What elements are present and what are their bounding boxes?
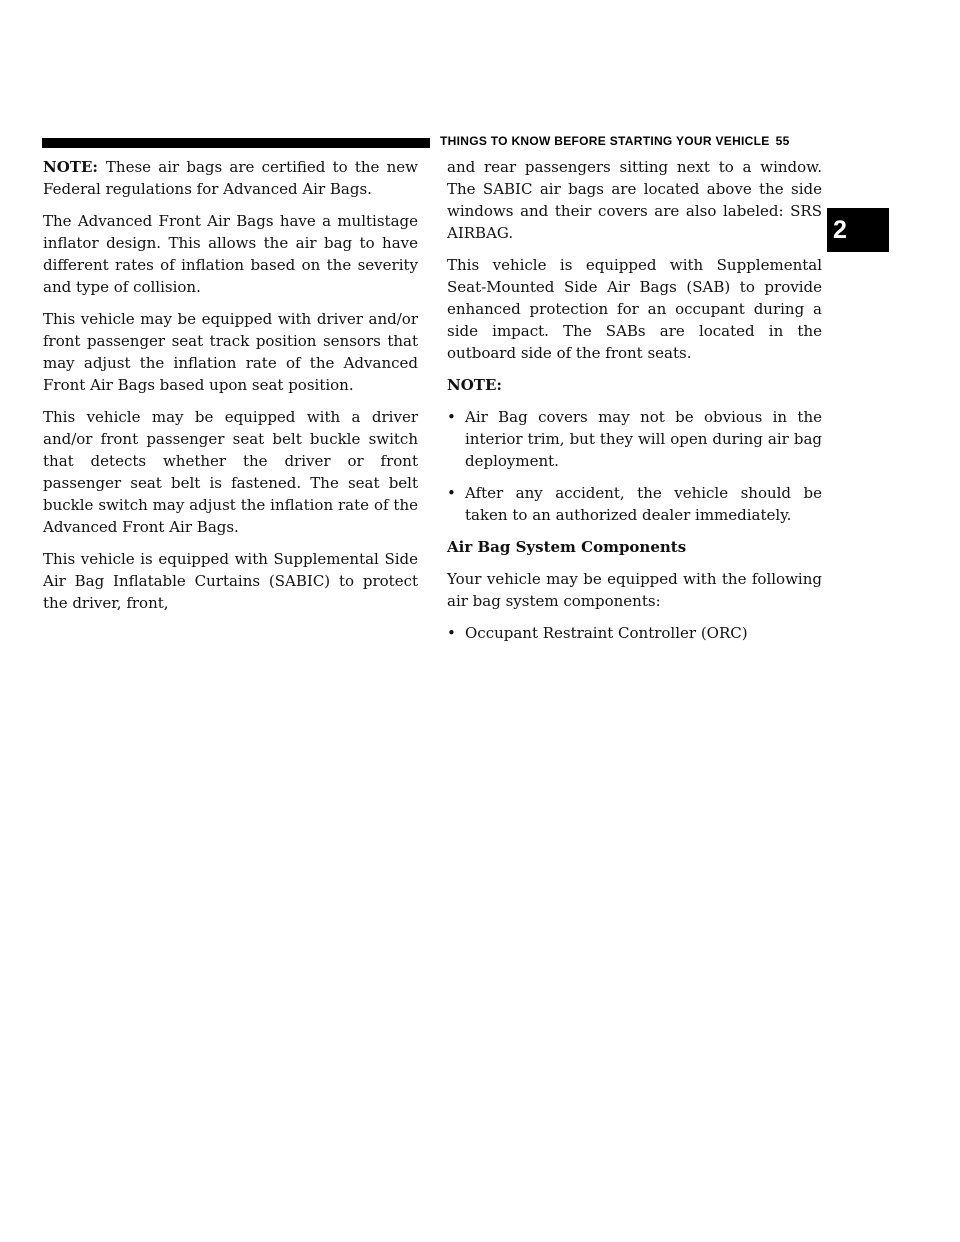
list-item-text: After any accident, the vehicle should be taken to an authorized dealer immediately. xyxy=(465,484,822,524)
body-paragraph: This vehicle may be equipped with a driver and/or front passenger seat belt buckle switch that detects whether the driver or front passenger seat belt is fastened. The seat belt buckle switch may adjust the inflation rate of the Advanced Front Air Bags. xyxy=(43,408,418,536)
list-item xyxy=(447,622,822,644)
list-item-text: Occupant Restraint Controller (ORC) xyxy=(465,624,748,642)
note-label: NOTE: xyxy=(43,158,98,176)
body-paragraph: and rear passengers sitting next to a window. The SABIC air bags are located above the side windows and their covers are also labeled: SRS AIRBAG. xyxy=(447,158,822,242)
section-heading: Air Bag System Components xyxy=(447,538,687,556)
header-title: THINGS TO KNOW BEFORE STARTING YOUR VEHICLE xyxy=(440,134,770,148)
body-paragraph: The Advanced Front Air Bags have a multistage inflator design. This allows the air bag to have different rates of inflation based on the severity and type of collision. xyxy=(43,212,418,296)
body-paragraph: This vehicle is equipped with Supplemental Side Air Bag Inflatable Curtains (SABIC) to protect the driver, front, xyxy=(43,550,418,612)
note-paragraph xyxy=(43,156,418,200)
section-intro: Your vehicle may be equipped with the following air bag system components: xyxy=(447,570,822,610)
list-item xyxy=(447,406,822,472)
chapter-tab: 2 xyxy=(827,208,889,252)
page-number: 55 xyxy=(775,134,790,148)
header-rule xyxy=(42,138,430,148)
body-paragraph: This vehicle is equipped with Supplemental Seat-Mounted Side Air Bags (SAB) to provide enhanced protection for an occupant during a side impact. The SABs are located in the outboard side of the front seats. xyxy=(447,256,822,362)
note-label: NOTE: xyxy=(447,376,502,394)
list-item-text: Air Bag covers may not be obvious in the interior trim, but they will open during air bag deployment. xyxy=(465,408,822,470)
left-column xyxy=(43,156,418,624)
right-column xyxy=(447,156,822,654)
body-paragraph: This vehicle may be equipped with driver and/or front passenger seat track position sensors that may adjust the inflation rate of the Advanced Front Air Bags based upon seat position. xyxy=(43,310,418,394)
note-text: These air bags are certified to the new Federal regulations for Advanced Air Bags. xyxy=(43,158,418,198)
bullet-glyph: • xyxy=(447,624,456,642)
list-item xyxy=(447,482,822,526)
bullet-glyph: • xyxy=(447,408,456,426)
running-header xyxy=(440,134,790,148)
bullet-glyph: • xyxy=(447,484,456,502)
